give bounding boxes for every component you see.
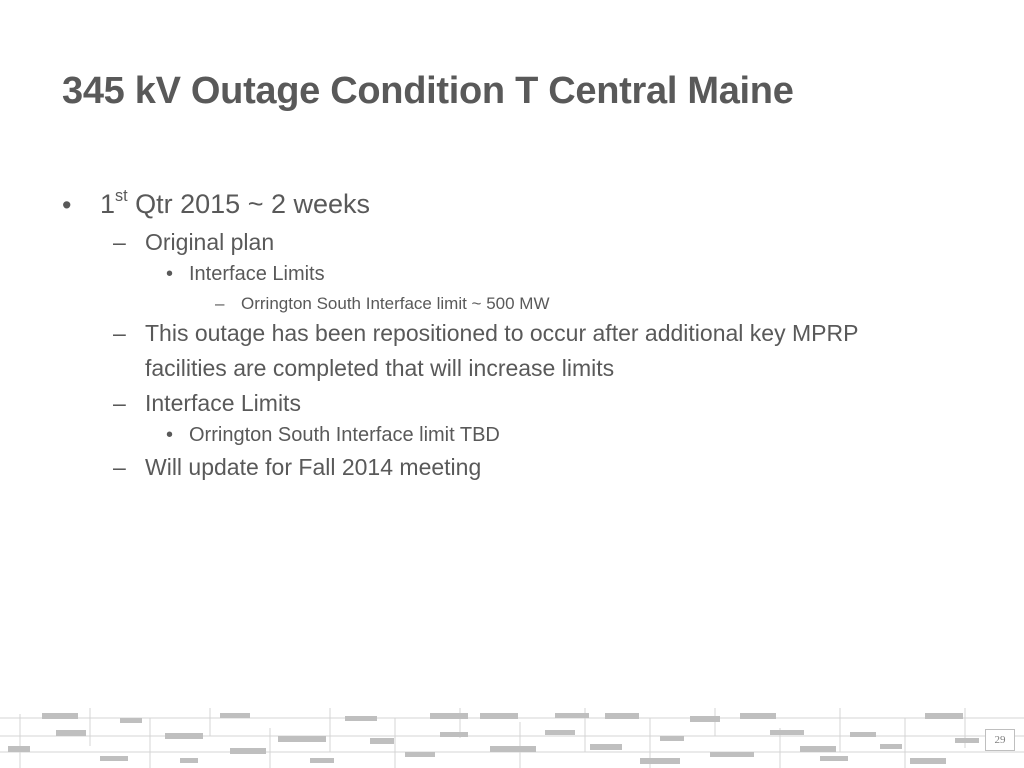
bullet-marker: • [166, 263, 174, 285]
bullet-text: Orrington South Interface limit ~ 500 MW [241, 294, 550, 313]
dash-marker: – [113, 454, 126, 480]
bullet-text: Will update for Fall 2014 meeting [145, 454, 482, 480]
bullet-text: Interface Limits [189, 263, 325, 285]
bullet-marker: • [62, 190, 72, 220]
dash-marker: – [113, 229, 126, 255]
bullet-text-end: Qtr 2015 ~ 2 weeks [127, 189, 371, 219]
slide-number: 29 [985, 729, 1015, 751]
bullet-text: Interface Limits [145, 390, 301, 416]
bullet-text [100, 189, 370, 220]
slide-title: 345 kV Outage Condition T Central Maine [62, 70, 794, 112]
superscript: st [115, 187, 128, 205]
bullet-text-line1: This outage has been repositioned to occur after additional key MPRP [145, 320, 859, 346]
bullet-marker: • [166, 424, 174, 446]
dash-marker: – [113, 320, 126, 346]
bullet-text-line2: facilities are completed that will increase limits [145, 355, 615, 381]
bullet-text-start: 1 [100, 189, 116, 219]
dash-marker: – [113, 390, 126, 416]
bullet-text: Orrington South Interface limit TBD [189, 424, 500, 446]
dash-marker: – [215, 294, 225, 313]
circuit-pattern-decoration [0, 708, 1024, 768]
bullet-text: Original plan [145, 229, 275, 255]
